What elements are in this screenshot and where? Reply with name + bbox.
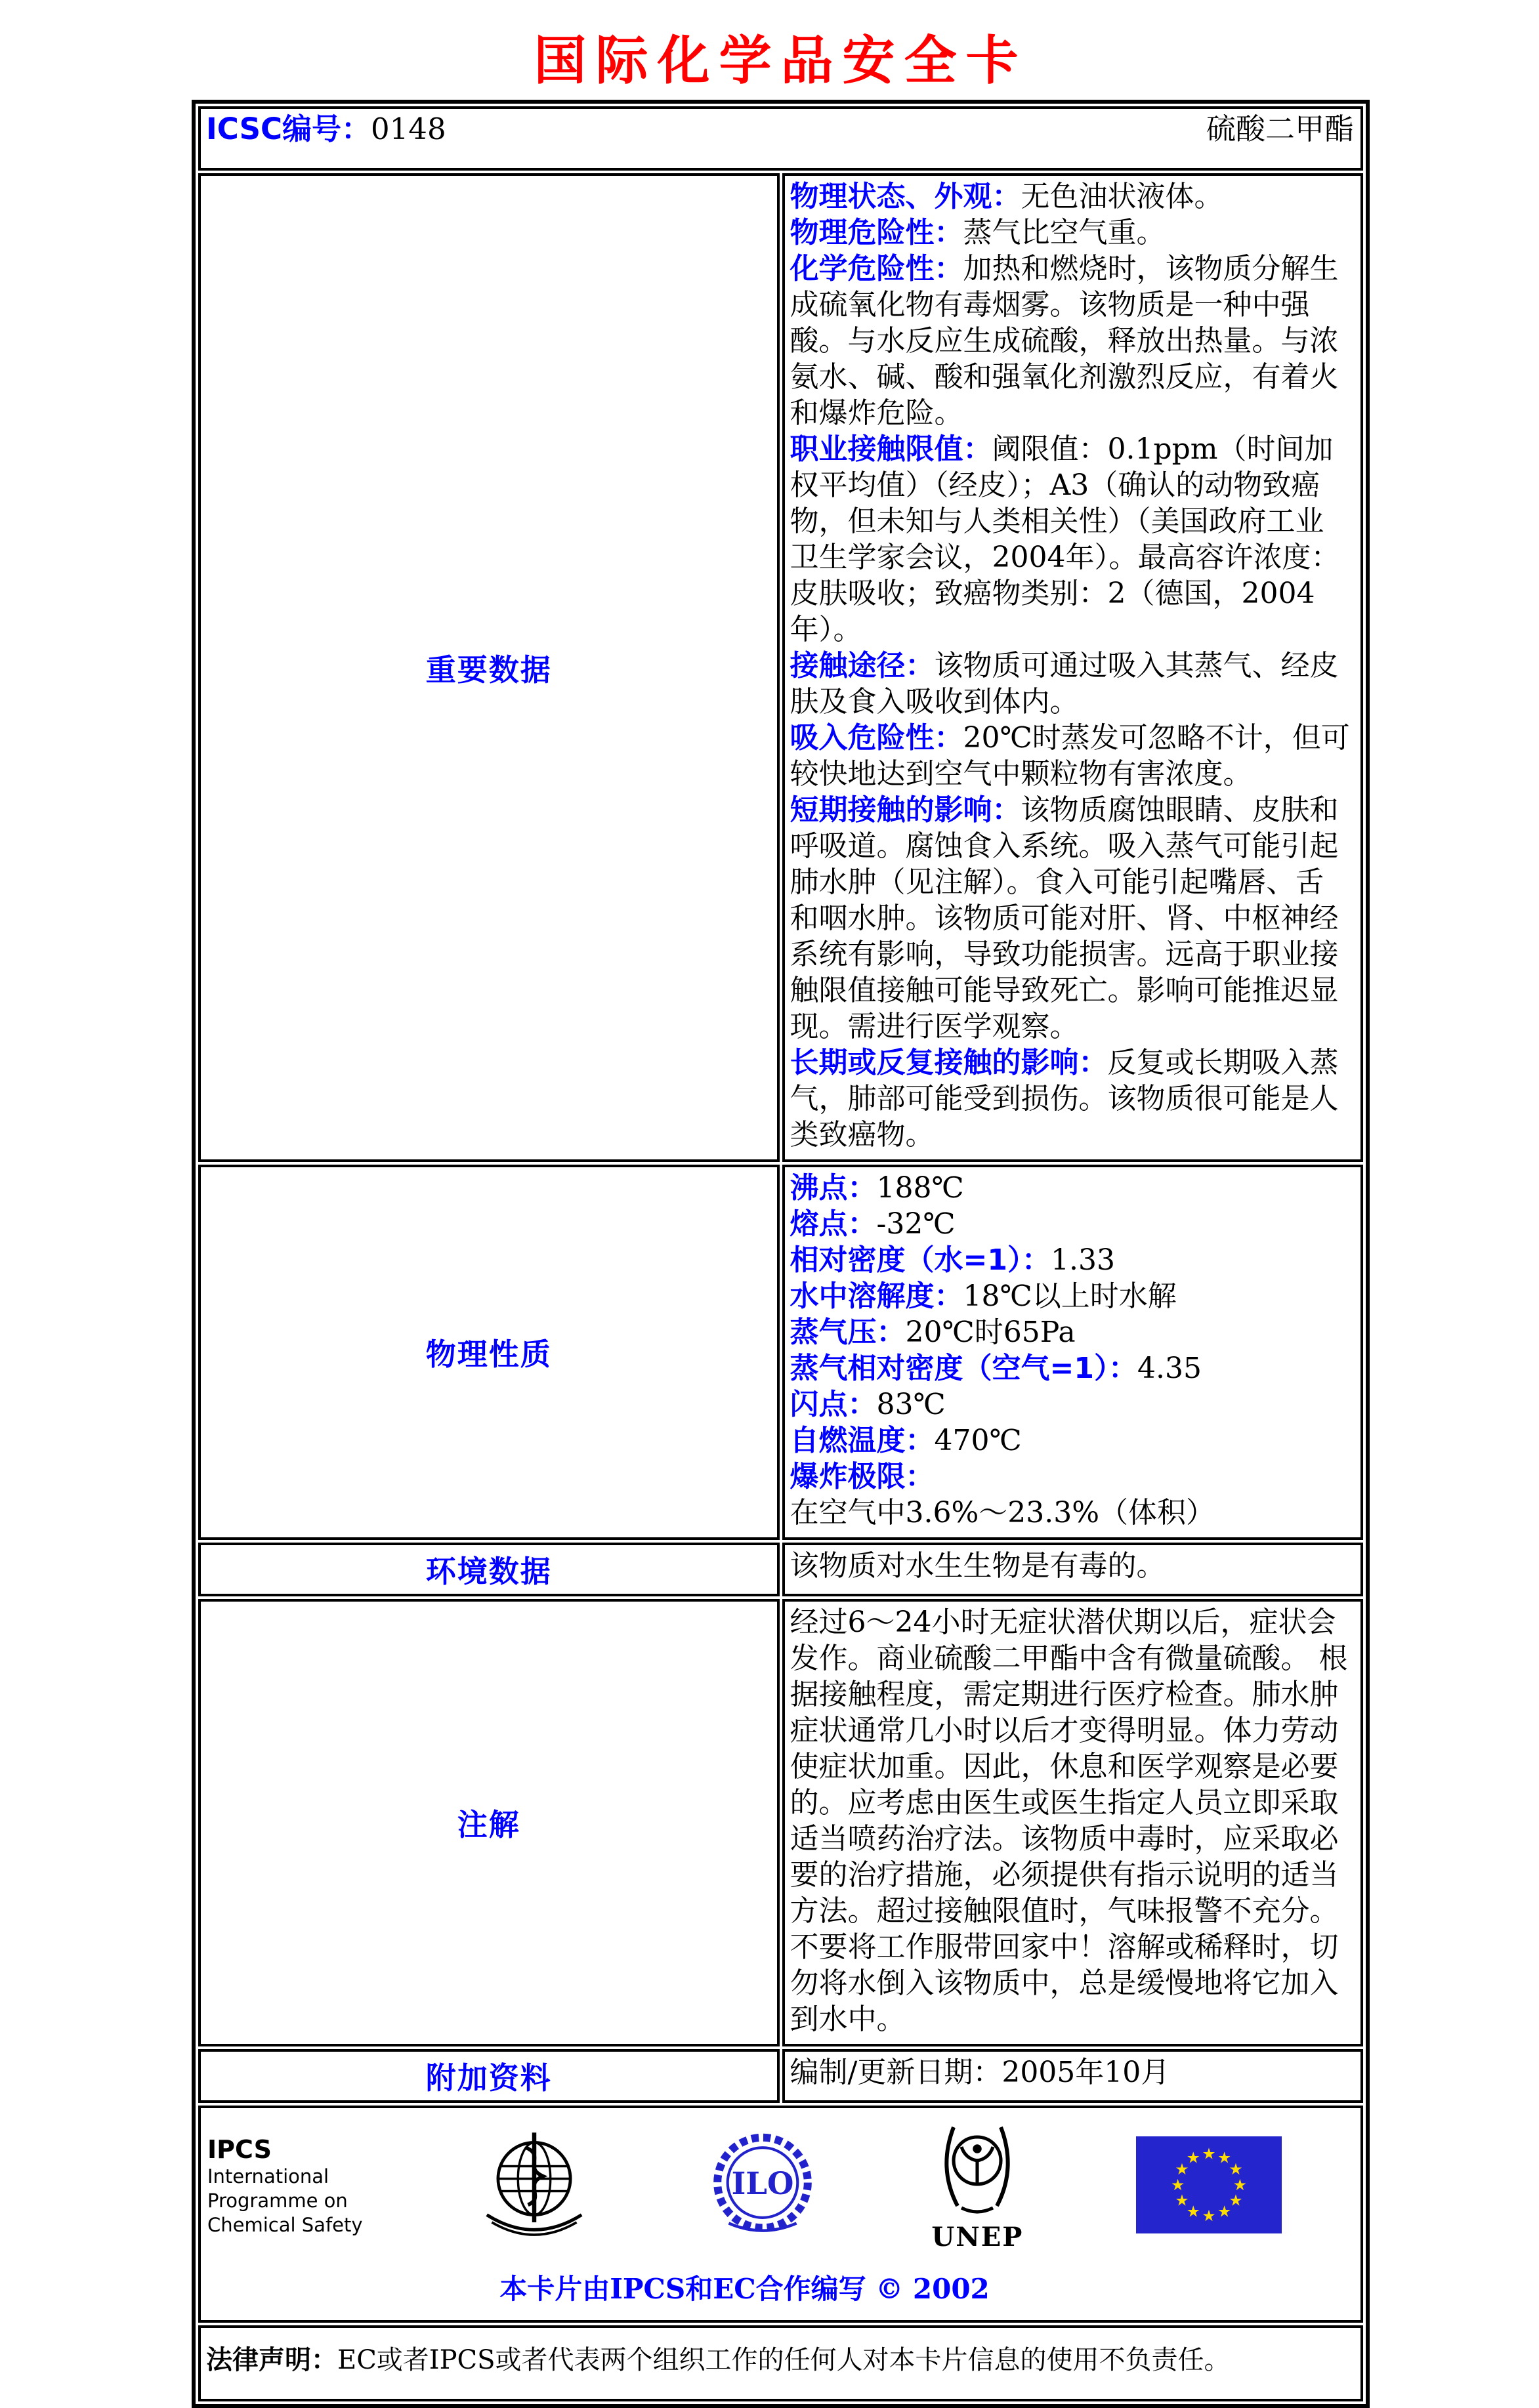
important-data-content bbox=[782, 173, 1364, 1162]
prop-value: 18℃以上时水解 bbox=[963, 1279, 1177, 1313]
ilo-icon bbox=[706, 2128, 819, 2244]
prop-explosive-limits bbox=[790, 1459, 1353, 1531]
notes-content bbox=[782, 1599, 1364, 2046]
field-label: 吸入危险性： bbox=[790, 721, 963, 755]
environmental-data-row bbox=[198, 1543, 1363, 1596]
field-value: 20℃时蒸发可忽略不计，但可较快地达到空气中颗粒物有害浓度。 bbox=[790, 721, 1350, 791]
prop-label: 相对密度（水=1）： bbox=[790, 1243, 1051, 1277]
icsc-number-value: 0148 bbox=[371, 112, 446, 146]
header-row bbox=[198, 106, 1363, 171]
icsc-card-table bbox=[192, 100, 1370, 2408]
field-label: 接触途径： bbox=[790, 649, 935, 682]
field-physical-danger bbox=[790, 215, 1353, 251]
field-value: 阈限值：0.1ppm（时间加权平均值）（经皮）；A3（确认的动物致癌物，但未知与人类相关性）（美国政府工业卫生学家会议，2004年）。最高容许浓度：皮肤吸收；致癌物类别：2（德国，2004年）。 bbox=[790, 432, 1340, 646]
prop-boiling-point bbox=[790, 1170, 1353, 1206]
prop-melting-point bbox=[790, 1206, 1353, 1242]
svg-text:★: ★ bbox=[1217, 2148, 1232, 2167]
icsc-number-group bbox=[206, 113, 446, 146]
svg-text:★: ★ bbox=[1229, 2159, 1243, 2178]
notes-row bbox=[198, 1599, 1363, 2046]
prop-value: 1.33 bbox=[1050, 1243, 1115, 1277]
ipcs-line-2: Programme on bbox=[207, 2190, 348, 2212]
legal-cell bbox=[198, 2325, 1363, 2401]
section-label-important-data: 重要数据 bbox=[198, 173, 780, 1162]
prop-label: 自燃温度： bbox=[790, 1424, 935, 1457]
additional-info-content bbox=[782, 2049, 1364, 2103]
field-label: 长期或反复接触的影响： bbox=[790, 1046, 1108, 1079]
field-label: 短期接触的影响： bbox=[790, 793, 1021, 827]
icsc-number-label: ICSC编号： bbox=[206, 112, 371, 146]
section-label-physical-properties: 物理性质 bbox=[198, 1165, 780, 1540]
header-cell bbox=[198, 106, 1363, 171]
prop-label: 蒸气压： bbox=[790, 1316, 906, 1349]
unep-icon bbox=[928, 2119, 1026, 2252]
section-label-environmental-data: 环境数据 bbox=[198, 1543, 780, 1596]
field-short-term-effects bbox=[790, 792, 1353, 1045]
prop-flash-point bbox=[790, 1386, 1353, 1422]
chemical-name: 硫酸二甲酯 bbox=[1206, 112, 1354, 146]
field-physical-state bbox=[790, 178, 1353, 215]
caption-copyright: © 2002 bbox=[875, 2273, 990, 2305]
field-label: 化学危险性： bbox=[790, 252, 963, 285]
section-label-notes: 注解 bbox=[198, 1599, 780, 2046]
environmental-data-text: 该物质对水生生物是有毒的。 bbox=[790, 1549, 1166, 1583]
logos-row bbox=[198, 2106, 1363, 2323]
ipcs-line-3: Chemical Safety bbox=[207, 2214, 363, 2236]
svg-text:★: ★ bbox=[1217, 2201, 1232, 2220]
prop-value: -32℃ bbox=[876, 1207, 956, 1241]
field-inhalation-risk bbox=[790, 720, 1353, 792]
svg-text:★: ★ bbox=[1186, 2201, 1200, 2220]
additional-info-text: 编制/更新日期：2005年10月 bbox=[790, 2056, 1170, 2089]
ipcs-acronym: IPCS bbox=[207, 2135, 272, 2164]
svg-text:★: ★ bbox=[1186, 2148, 1200, 2167]
ipcs-text-block bbox=[207, 2134, 363, 2237]
svg-text:★: ★ bbox=[1233, 2175, 1247, 2194]
field-label: 物理危险性： bbox=[790, 216, 963, 249]
physical-properties-row bbox=[198, 1165, 1363, 1540]
svg-text:ILO: ILO bbox=[731, 2165, 794, 2201]
prop-relative-density bbox=[790, 1242, 1353, 1278]
prop-label: 水中溶解度： bbox=[790, 1279, 963, 1313]
prop-label: 闪点： bbox=[790, 1388, 877, 1421]
field-value: 该物质腐蚀眼睛、皮肤和呼吸道。腐蚀食入系统。吸入蒸气可能引起肺水肿（见注解）。食入可能引起嘴唇、舌和咽水肿。该物质可能对肝、肾、中枢神经系统有影响，导致功能损害。远高于职业接触限值接触可能导致死亡。影响可能推迟显现。需进行医学观察。 bbox=[790, 793, 1339, 1043]
field-value: 蒸气比空气重。 bbox=[963, 216, 1166, 249]
svg-text:★: ★ bbox=[1175, 2159, 1189, 2178]
field-value: 该物质可通过吸入其蒸气、经皮肤及食入吸收到体内。 bbox=[790, 649, 1339, 718]
who-icon bbox=[472, 2123, 597, 2250]
svg-text:★: ★ bbox=[1202, 2206, 1216, 2225]
eu-flag-icon bbox=[1136, 2136, 1282, 2236]
prop-water-solubility bbox=[790, 1278, 1353, 1314]
important-data-row bbox=[198, 173, 1363, 1162]
prop-value: 188℃ bbox=[876, 1171, 964, 1205]
page-title: 国际化学品安全卡 bbox=[534, 30, 1028, 91]
physical-properties-content bbox=[782, 1165, 1364, 1540]
prop-label: 爆炸极限： bbox=[790, 1460, 935, 1493]
field-occupational-exposure-limit bbox=[790, 431, 1353, 648]
caption-text: 本卡片由IPCS和EC合作编写 bbox=[499, 2273, 866, 2305]
ipcs-line-1: International bbox=[207, 2165, 329, 2188]
prop-label: 蒸气相对密度（空气=1）： bbox=[790, 1352, 1137, 1385]
svg-text:★: ★ bbox=[1175, 2191, 1189, 2210]
prop-label: 沸点： bbox=[790, 1171, 877, 1205]
section-label-additional-info: 附加资料 bbox=[198, 2049, 780, 2103]
legal-label: 法律声明： bbox=[206, 2345, 337, 2375]
svg-text:★: ★ bbox=[1170, 2175, 1185, 2194]
legal-row bbox=[198, 2325, 1363, 2401]
card-caption bbox=[207, 2268, 1282, 2311]
prop-vapor-relative-density bbox=[790, 1350, 1353, 1386]
field-chemical-danger bbox=[790, 251, 1353, 431]
unep-label: UNEP bbox=[931, 2222, 1024, 2252]
field-label: 职业接触限值： bbox=[790, 432, 992, 466]
additional-info-row bbox=[198, 2049, 1363, 2103]
field-value: 反复或长期吸入蒸气，肺部可能受到损伤。该物质很可能是人类致癌物。 bbox=[790, 1046, 1339, 1152]
field-exposure-routes bbox=[790, 648, 1353, 720]
field-value: 加热和燃烧时，该物质分解生成硫氧化物有毒烟雾。该物质是一种中强酸。与水反应生成硫酸，释放出热量。与浓氨水、碱、酸和强氧化剂激烈反应，有着火和爆炸危险。 bbox=[790, 252, 1339, 430]
field-label: 物理状态、外观： bbox=[790, 180, 1021, 213]
field-value: 无色油状液体。 bbox=[1021, 180, 1223, 213]
prop-label: 熔点： bbox=[790, 1207, 877, 1241]
prop-autoignition-temperature bbox=[790, 1422, 1353, 1459]
legal-text: EC或者IPCS或者代表两个组织工作的任何人对本卡片信息的使用不负责任。 bbox=[337, 2345, 1231, 2375]
svg-text:★: ★ bbox=[1202, 2144, 1216, 2163]
prop-value: 20℃时65Pa bbox=[905, 1316, 1076, 1349]
logos-cell bbox=[198, 2106, 1363, 2323]
field-long-term-effects bbox=[790, 1045, 1353, 1153]
environmental-data-content bbox=[782, 1543, 1364, 1596]
prop-value: 83℃ bbox=[876, 1388, 946, 1421]
notes-text: 经过6～24小时无症状潜伏期以后，症状会发作。商业硫酸二甲酯中含有微量硫酸。 根据接触程度，需定期进行医疗检查。肺水肿症状通常几小时以后才变得明显。体力劳动使症状加重。因此，休息和医学观察是必要的。应考虑由医生或医生指定人员立即采取适当喷药治疗法。该物质中毒时，应采取必要的治疗措施，必须提供有指示说明的适当方法。超过接触限值时，气味报警不充分。不要将工作服带回家中！溶解或稀释时，切勿将水倒入该物质中，总是缓慢地将它加入到水中。 bbox=[790, 1606, 1348, 2036]
prop-value: 470℃ bbox=[934, 1424, 1022, 1457]
prop-vapor-pressure bbox=[790, 1314, 1353, 1350]
svg-text:★: ★ bbox=[1229, 2191, 1243, 2210]
prop-value: 4.35 bbox=[1137, 1352, 1202, 1385]
prop-value: 在空气中3.6%～23.3%（体积） bbox=[790, 1496, 1215, 1529]
